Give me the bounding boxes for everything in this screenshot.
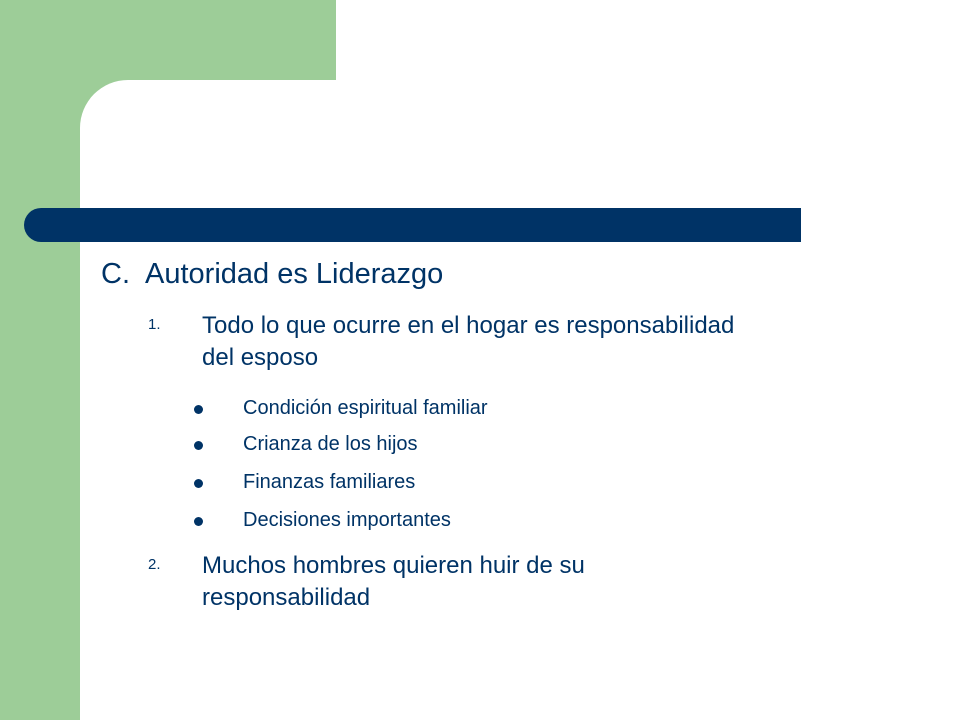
bullet-item [194, 508, 451, 532]
bullet-dot-icon [194, 517, 203, 526]
heading-text: Autoridad es Liderazgo [145, 258, 444, 290]
item-number: 2. [148, 556, 161, 573]
bullet-text: Condición espiritual familiar [243, 397, 488, 419]
bullet-item [194, 470, 415, 494]
numbered-item-2 [148, 550, 748, 614]
bullet-dot-icon [194, 479, 203, 488]
heading-letter: C. [101, 258, 130, 290]
item-text: Muchos hombres quieren huir de su responsabilidad [202, 552, 585, 611]
slide-heading [101, 258, 443, 291]
numbered-item-1 [148, 310, 748, 374]
bullet-text: Decisiones importantes [243, 509, 451, 531]
item-number: 1. [148, 316, 161, 333]
bullet-text: Finanzas familiares [243, 471, 416, 493]
bullet-text: Crianza de los hijos [243, 433, 418, 455]
bullet-item [194, 432, 418, 456]
item-text: Todo lo que ocurre en el hogar es responsabilidad del esposo [202, 312, 735, 371]
bullet-item [194, 396, 488, 420]
bullet-dot-icon [194, 405, 203, 414]
title-bar [24, 208, 801, 242]
bullet-dot-icon [194, 441, 203, 450]
